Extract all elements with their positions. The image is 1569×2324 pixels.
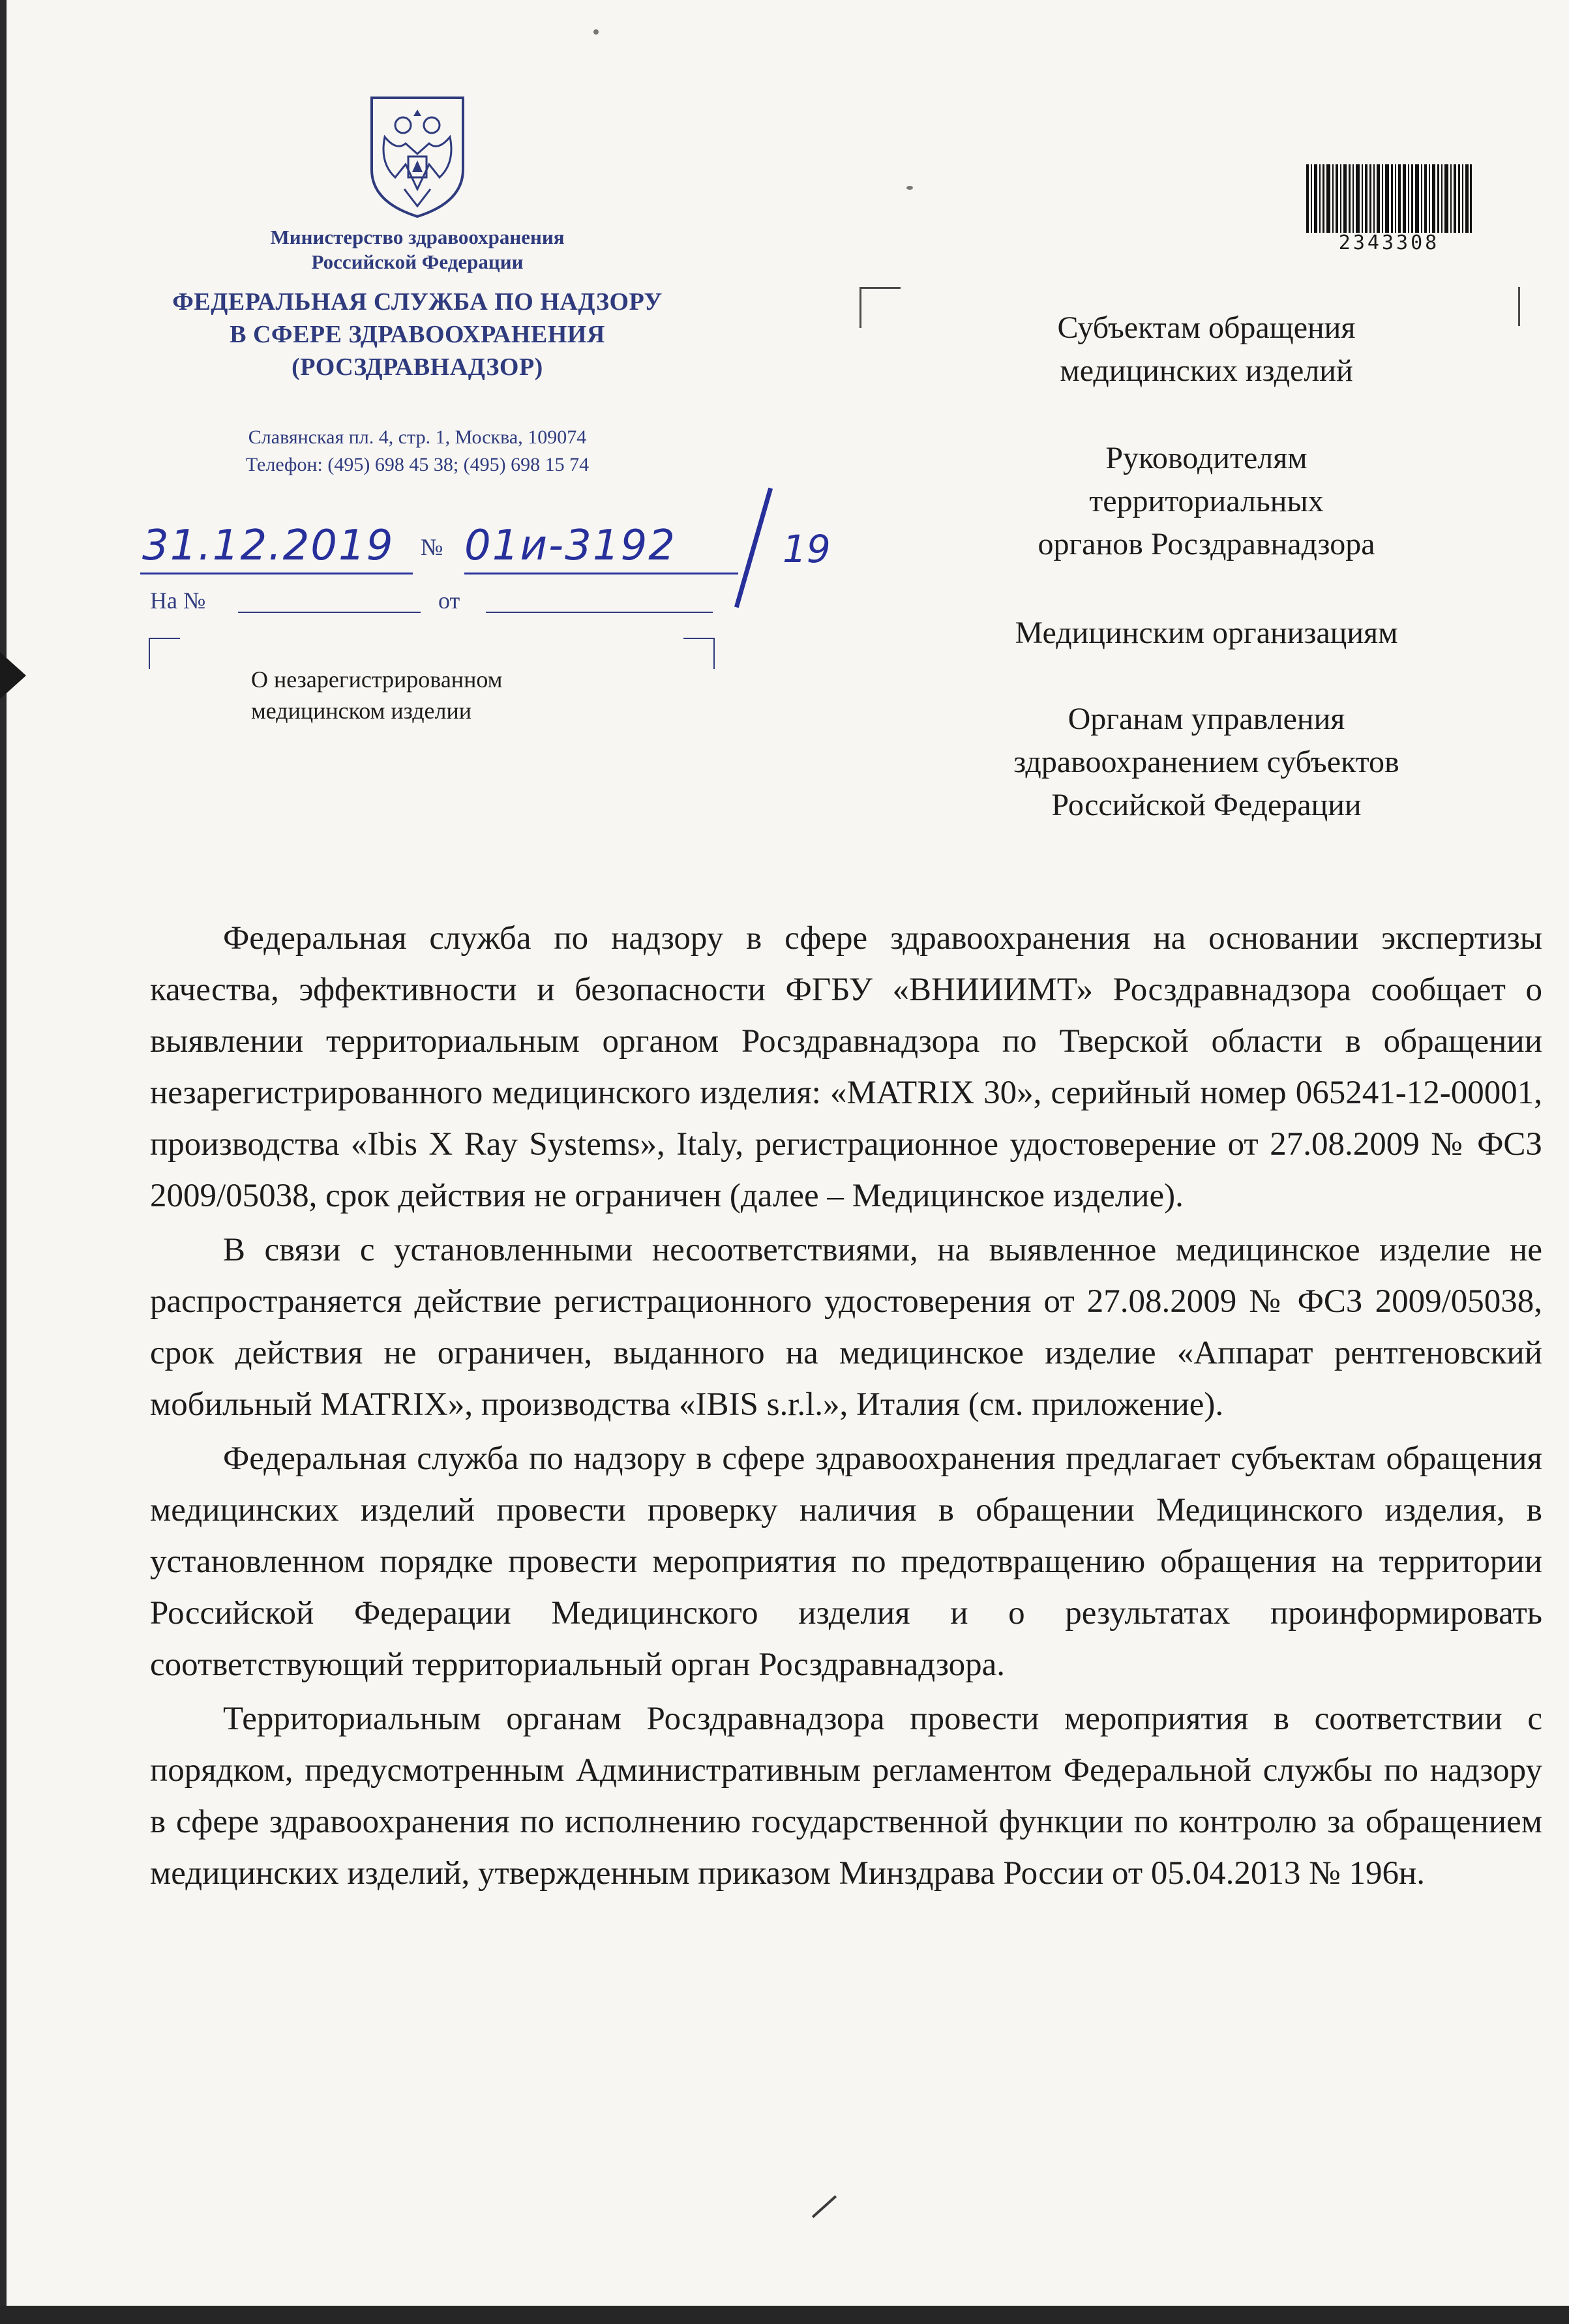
recipient-line: Российской Федерации (1051, 788, 1362, 822)
ministry-line: Министерство здравоохранения (270, 226, 565, 248)
ministry-name (150, 225, 685, 275)
service-line: (РОСЗДРАВНАДЗОР) (291, 353, 543, 381)
recipient-line: здравоохранением субъектов (1013, 745, 1399, 779)
barcode-number: 2343308 (1338, 231, 1440, 254)
recipient-line: Субъектам обращения (1057, 310, 1356, 345)
recipient-corner-right (1499, 287, 1520, 326)
date-underline (140, 573, 413, 574)
subject-corner-right (683, 638, 715, 669)
recipient-group (946, 698, 1467, 827)
number-slash (734, 488, 773, 608)
recipient-line: Медицинским организациям (1015, 616, 1398, 650)
number-underline (464, 573, 738, 574)
scan-bottom-edge (0, 2306, 1569, 2324)
number-label: № (421, 534, 443, 560)
subject-line: медицинском изделии (251, 698, 472, 724)
recipient-line: территориальных (1089, 484, 1324, 518)
pen-mark (812, 2195, 837, 2218)
body-paragraph: Территориальным органам Росздравнадзора провести мероприятия в соответствии с порядком, предусмотренным Административным регламентом Федеральной службы по надзору в сфере здравоохранения по исполнению государственной функции по контролю за обращением медицинских изделий, утвержденным приказом Минздрава России от 05.04.2013 № 196н. (150, 1701, 1542, 1892)
body-paragraph: В связи с установленными несоответствиями, на выявленное медицинское изделие не распространяется действие регистрационного удостоверения от 27.08.2009 № ФСЗ 2009/05038, срок действия не ограничен, выданного на медицинское изделие «Аппарат рентгеновский мобильный MATRIX», производства «IBIS s.r.l.», Италия (см. приложение). (150, 1232, 1542, 1423)
service-line: В СФЕРЕ ЗДРАВООХРАНЕНИЯ (230, 321, 605, 348)
service-name (91, 286, 743, 383)
registration-date: 31.12.2019 (142, 522, 395, 570)
coat-of-arms-icon (365, 91, 470, 222)
recipient-group (946, 437, 1467, 566)
address-line: Славянская пл. 4, стр. 1, Москва, 109074 (248, 426, 587, 448)
registration-year: 19 (783, 527, 831, 571)
recipient-group (946, 612, 1467, 655)
ministry-line: Российской Федерации (311, 250, 524, 273)
service-address (130, 424, 704, 479)
registration-number: 01и-3192 (464, 522, 676, 570)
scan-left-edge (0, 0, 7, 2324)
letter-subject (251, 664, 502, 726)
letter-body (150, 913, 1542, 1902)
reference-number-line (238, 612, 421, 613)
recipient-line: Руководителям (1105, 441, 1308, 475)
recipient-group (946, 306, 1467, 393)
recipient-line: Органам управления (1068, 702, 1345, 736)
recipient-line: органов Росздравнадзора (1038, 527, 1375, 561)
scan-speck (906, 186, 913, 190)
recipient-line: медицинских изделий (1060, 353, 1353, 388)
body-paragraph: Федеральная служба по надзору в сфере здравоохранения предлагает субъектам обращения медицинских изделий провести проверку наличия в обращении Медицинского изделия, в установленном порядке провести мероприятия по предотвращению обращения на территории Российской Федерации Медицинского изделия и о результатах проинформировать соответствующий территориальный орган Росздравнадзора. (150, 1440, 1542, 1683)
body-paragraph: Федеральная служба по надзору в сфере здравоохранения на основании экспертизы качества, эффективности и безопасности ФГБУ «ВНИИИМТ» Росздравнадзора сообщает о выявлении территориальным органом Росздравнадзора по Тверской области в обращении незарегистрированного медицинского изделия: «MATRIX 30», серийный номер 065241-12-00001, производства «Ibis X Ray Systems», Italy, регистрационное удостоверение от 27.08.2009 № ФСЗ 2009/05038, срок действия не ограничен (далее – Медицинское изделие). (150, 920, 1542, 1214)
reference-number-label: На № (150, 588, 206, 614)
barcode-icon (1306, 164, 1472, 233)
recipient-corner-left (859, 287, 901, 328)
scan-notch (0, 652, 26, 699)
address-line: Телефон: (495) 698 45 38; (495) 698 15 74 (245, 454, 590, 475)
subject-line: О незарегистрированном (251, 666, 503, 693)
subject-corner-left (149, 638, 180, 669)
reference-date-line (486, 612, 713, 613)
scan-speck (593, 29, 599, 35)
reference-date-label: от (438, 588, 460, 614)
service-line: ФЕДЕРАЛЬНАЯ СЛУЖБА ПО НАДЗОРУ (172, 288, 663, 316)
